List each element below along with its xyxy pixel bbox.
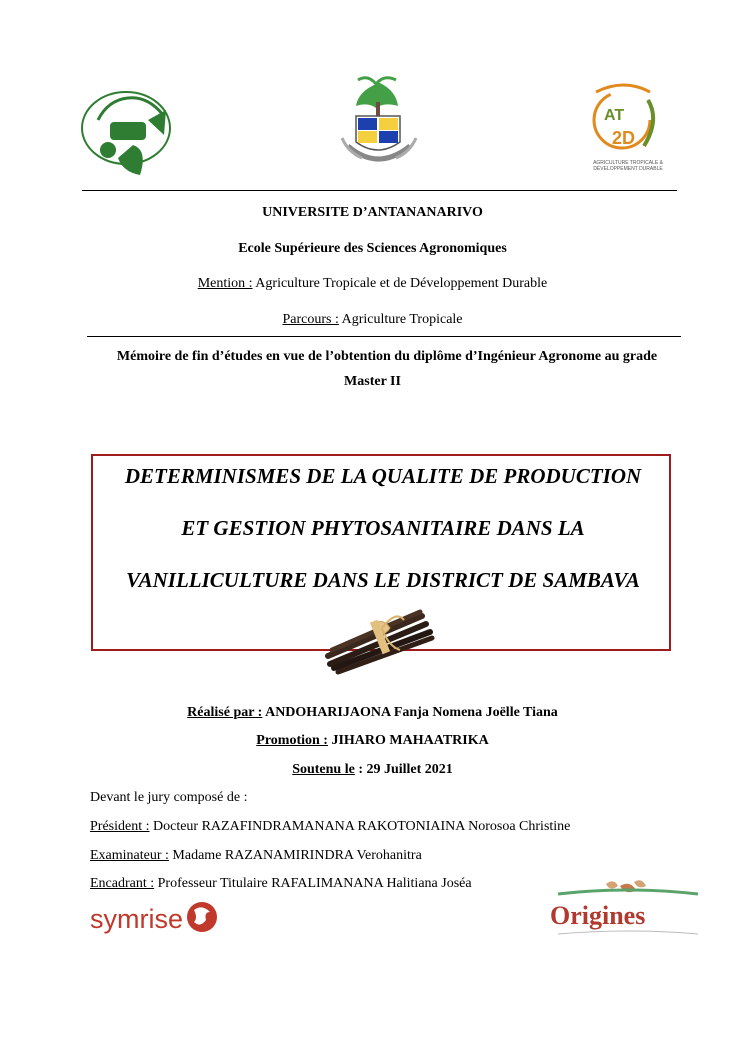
realise-label: Réalisé par : [187, 705, 263, 720]
university-crest-logo [318, 72, 440, 180]
essa-logo [78, 80, 178, 180]
top-divider [82, 190, 677, 191]
origines-logo [548, 878, 706, 940]
at-logo-number: 2D [612, 128, 636, 148]
promotion-label: Promotion : [256, 733, 328, 748]
jury-intro: Devant le jury composé de : [90, 790, 248, 805]
memoire-line-2: Master II [344, 374, 401, 389]
president-label: Président : [90, 819, 150, 834]
title-line-3: VANILLICULTURE DANS LE DISTRICT DE SAMBAVA [126, 568, 640, 592]
examinateur-value: Madame RAZANAMIRINDRA Verohanitra [168, 848, 422, 863]
mention-label: Mention : [197, 276, 253, 291]
at2d-logo [572, 80, 682, 180]
memoire-line-1: Mémoire de fin d’études en vue de l’obtention du diplôme d’Ingénieur Agronome au grade [116, 349, 658, 364]
mention-line [0, 276, 745, 292]
president-line [90, 819, 570, 835]
soutenu-label: Soutenu le [292, 762, 355, 777]
examinateur-line [90, 848, 422, 864]
at-logo-caption-2: DÉVELOPPEMENT DURABLE [593, 166, 663, 172]
encadrant-label: Encadrant : [90, 876, 155, 891]
promotion-value: JIHARO MAHAATRIKA [327, 733, 489, 748]
origines-text: Origines [550, 901, 646, 930]
encadrant-line [90, 876, 472, 892]
encadrant-value: Professeur Titulaire RAFALIMANANA Halitiana Joséa [154, 876, 472, 891]
school-name: Ecole Supérieure des Sciences Agronomiques [238, 241, 507, 256]
realise-value: ANDOHARIJAONA Fanja Nomena Joëlle Tiana [262, 705, 558, 720]
soutenu-line [0, 762, 745, 778]
symrise-logo [90, 898, 230, 938]
mention-value: Agriculture Tropicale et de Développement Durable [252, 276, 548, 291]
title-line-2: ET GESTION PHYTOSANITAIRE DANS LA [181, 516, 585, 540]
parcours-label: Parcours : [282, 312, 339, 327]
soutenu-value: : 29 Juillet 2021 [354, 762, 453, 777]
at-logo-caption-1: AGRICULTURE TROPICALE & [593, 160, 663, 166]
realise-line [0, 705, 745, 721]
university-name: UNIVERSITE D’ANTANANARIVO [262, 205, 483, 220]
middle-divider [87, 336, 681, 337]
parcours-value: Agriculture Tropicale [338, 312, 463, 327]
vanilla-bundle-image [322, 606, 438, 676]
examinateur-label: Examinateur : [90, 848, 169, 863]
parcours-line [0, 312, 745, 328]
symrise-text: symrise [90, 904, 183, 934]
title-line-1: DETERMINISMES DE LA QUALITE DE PRODUCTION [124, 464, 642, 488]
president-value: Docteur RAZAFINDRAMANANA RAKOTONIAINA Norosoa Christine [149, 819, 571, 834]
promotion-line [0, 733, 745, 749]
at-logo-text: AT [604, 107, 625, 124]
